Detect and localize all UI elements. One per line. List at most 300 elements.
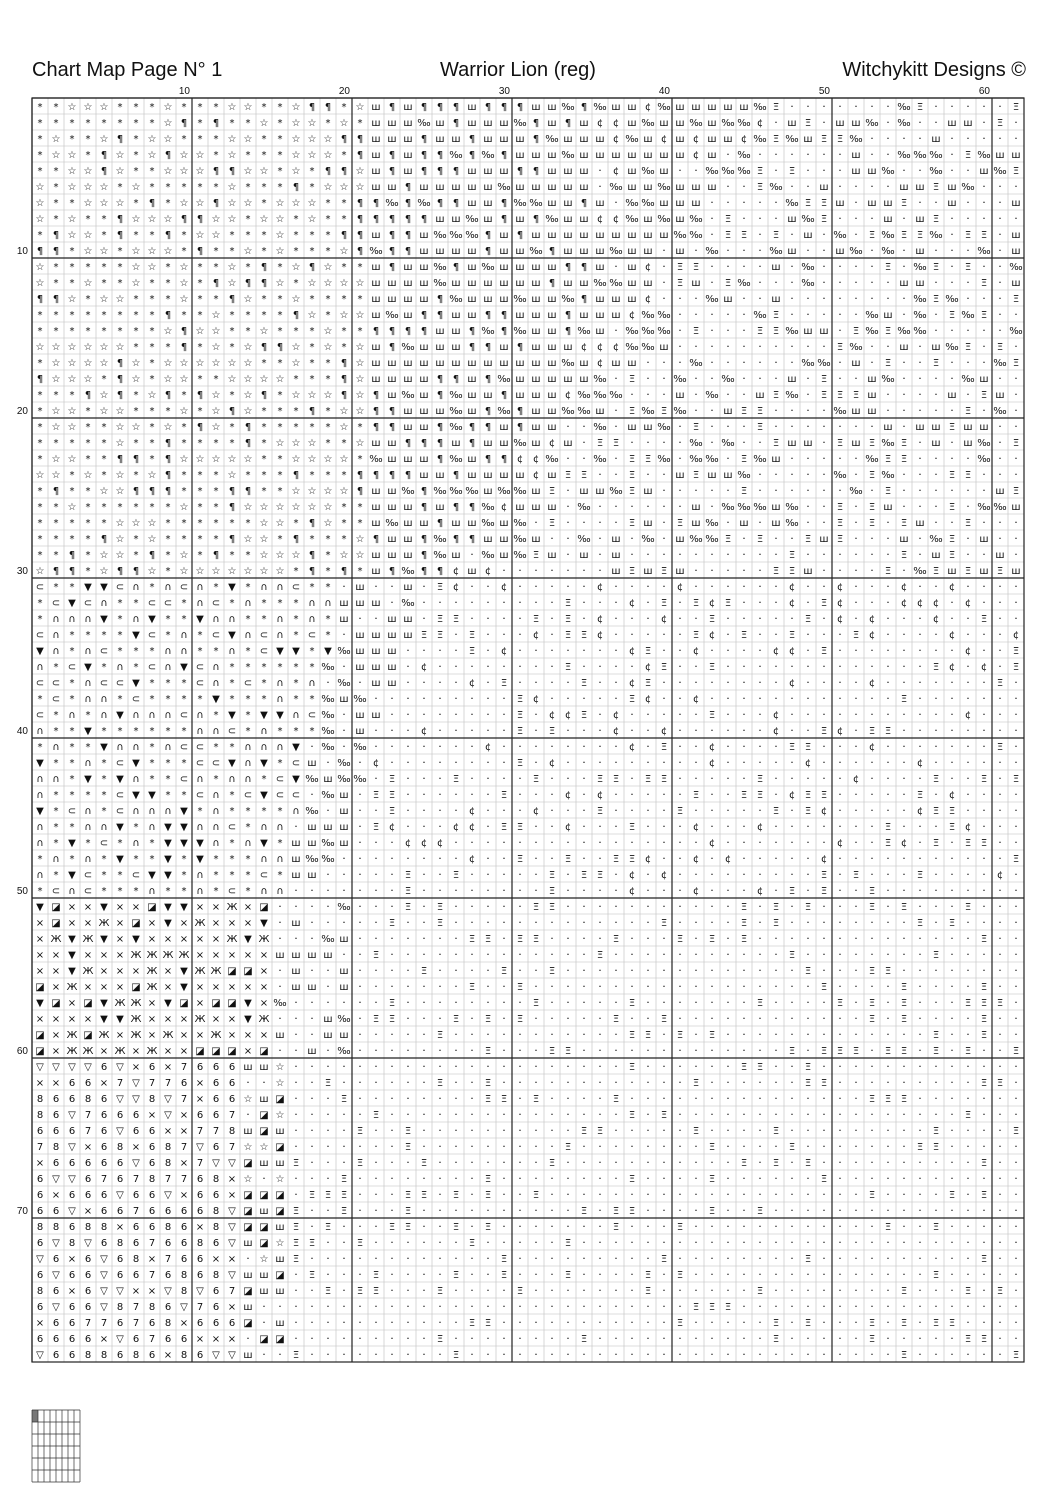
stitch-symbol: ·	[566, 564, 570, 577]
stitch-symbol: ⊂	[147, 630, 157, 641]
stitch-symbol: ·	[838, 884, 842, 897]
stitch-symbol: ·	[870, 820, 874, 833]
stitch-symbol: Ξ	[948, 918, 956, 929]
stitch-symbol: ·	[630, 1284, 634, 1297]
stitch-symbol: *	[165, 886, 171, 897]
stitch-symbol: ·	[566, 1188, 570, 1201]
stitch-symbol: *	[213, 534, 219, 545]
stitch-symbol: ◪	[83, 998, 93, 1009]
stitch-symbol: Ξ	[548, 902, 556, 913]
stitch-symbol: ☆	[243, 1174, 253, 1185]
stitch-symbol: ·	[646, 1108, 650, 1121]
stitch-symbol: ·	[582, 596, 586, 609]
stitch-symbol: ·	[374, 1204, 378, 1217]
stitch-symbol: *	[197, 534, 203, 545]
stitch-symbol: ·	[614, 1140, 618, 1153]
stitch-symbol: ш	[627, 422, 637, 433]
stitch-symbol: ·	[774, 340, 778, 353]
stitch-symbol: ·	[646, 468, 650, 481]
stitch-symbol: ·	[294, 1284, 298, 1297]
stitch-symbol: ·	[886, 612, 890, 625]
stitch-symbol: ·	[518, 996, 522, 1009]
stitch-symbol: *	[277, 390, 283, 401]
stitch-symbol: ·	[374, 836, 378, 849]
stitch-symbol: ·	[662, 692, 666, 705]
stitch-symbol: ·	[870, 916, 874, 929]
stitch-symbol: ¶	[436, 566, 444, 577]
stitch-symbol: *	[101, 502, 107, 513]
stitch-symbol: ¶	[308, 262, 316, 273]
stitch-symbol: ·	[966, 772, 970, 785]
stitch-symbol: ☆	[115, 166, 125, 177]
stitch-symbol: ш	[963, 438, 973, 449]
stitch-symbol: ☆	[67, 454, 77, 465]
stitch-symbol: *	[69, 774, 75, 785]
stitch-symbol: ¶	[500, 198, 508, 209]
stitch-symbol: ⊂	[67, 662, 77, 673]
stitch-symbol: *	[101, 854, 107, 865]
stitch-symbol: ·	[886, 1188, 890, 1201]
stitch-symbol: ш	[499, 422, 509, 433]
stitch-symbol: Ξ	[564, 854, 572, 865]
stitch-symbol: ·	[822, 1156, 826, 1169]
stitch-symbol: ¶	[148, 550, 156, 561]
stitch-symbol: ш	[291, 982, 301, 993]
stitch-symbol: Ξ	[836, 342, 844, 353]
stitch-symbol: *	[149, 774, 155, 785]
stitch-symbol: ·	[966, 452, 970, 465]
stitch-symbol: ·	[838, 1012, 842, 1025]
stitch-symbol: ‰	[849, 246, 863, 257]
stitch-symbol: ∩	[244, 774, 252, 785]
stitch-symbol: ·	[998, 228, 1002, 241]
stitch-symbol: ·	[790, 1172, 794, 1185]
stitch-symbol: ·	[806, 484, 810, 497]
stitch-symbol: 6	[148, 1158, 156, 1169]
stitch-symbol: ¶	[468, 502, 476, 513]
stitch-symbol: ·	[614, 756, 618, 769]
stitch-symbol: Ж	[130, 950, 142, 961]
stitch-symbol: ш	[547, 294, 557, 305]
stitch-symbol: ·	[614, 596, 618, 609]
stitch-symbol: *	[197, 102, 203, 113]
stitch-symbol: ×	[35, 966, 45, 977]
stitch-symbol: ·	[902, 244, 906, 257]
stitch-symbol: *	[37, 502, 43, 513]
stitch-symbol: *	[293, 566, 299, 577]
stitch-symbol: ☆	[339, 422, 349, 433]
stitch-symbol: ·	[854, 996, 858, 1009]
stitch-symbol: ▼	[84, 582, 92, 593]
stitch-symbol: ·	[838, 740, 842, 753]
stitch-symbol: ·	[598, 1092, 602, 1105]
stitch-symbol: Ξ	[564, 614, 572, 625]
stitch-symbol: ‰	[961, 374, 975, 385]
stitch-symbol: ¶	[404, 246, 412, 257]
stitch-symbol: Ξ	[804, 1062, 812, 1073]
stitch-symbol: ш	[579, 486, 589, 497]
stitch-symbol: ·	[726, 1044, 730, 1057]
stitch-symbol: *	[277, 406, 283, 417]
stitch-symbol: ш	[499, 262, 509, 273]
stitch-symbol: ·	[678, 596, 682, 609]
stitch-symbol: ¶	[212, 166, 220, 177]
stitch-symbol: ‰	[497, 374, 511, 385]
stitch-symbol: *	[213, 646, 219, 657]
stitch-symbol: ▼	[292, 742, 300, 753]
stitch-symbol: *	[309, 326, 315, 337]
stitch-symbol: *	[357, 454, 363, 465]
stitch-symbol: ×	[211, 918, 221, 929]
stitch-symbol: ¢	[580, 342, 588, 353]
stitch-symbol: ·	[1014, 900, 1018, 913]
stitch-symbol: ¢	[612, 134, 620, 145]
stitch-symbol: ·	[534, 852, 538, 865]
stitch-symbol: ·	[294, 1076, 298, 1089]
stitch-symbol: Ξ	[628, 406, 636, 417]
stitch-symbol: ·	[918, 900, 922, 913]
stitch-symbol: ·	[454, 996, 458, 1009]
stitch-symbol: Ξ	[548, 726, 556, 737]
stitch-symbol: ¶	[516, 406, 524, 417]
stitch-symbol: ш	[707, 134, 717, 145]
stitch-symbol: ш	[627, 294, 637, 305]
stitch-symbol: 6	[100, 1206, 108, 1217]
stitch-symbol: *	[37, 326, 43, 337]
stitch-symbol: 7	[196, 1158, 204, 1169]
stitch-symbol: ·	[550, 1012, 554, 1025]
stitch-symbol: ▽	[52, 1062, 60, 1073]
stitch-symbol: ш	[595, 134, 605, 145]
stitch-symbol: ‰	[513, 486, 527, 497]
stitch-symbol: ¶	[372, 534, 380, 545]
stitch-symbol: ¢	[436, 838, 444, 849]
stitch-symbol: 6	[132, 1222, 140, 1233]
stitch-symbol: ·	[742, 756, 746, 769]
stitch-symbol: ·	[646, 788, 650, 801]
stitch-symbol: ш	[355, 582, 365, 593]
stitch-symbol: *	[85, 310, 91, 321]
stitch-symbol: ·	[486, 772, 490, 785]
stitch-symbol: Ξ	[404, 1206, 412, 1217]
stitch-symbol: Ξ	[660, 406, 668, 417]
chart-symbols	[35, 100, 1022, 1361]
stitch-symbol: ·	[854, 740, 858, 753]
stitch-symbol: ·	[934, 1332, 938, 1345]
stitch-symbol: ☆	[195, 566, 205, 577]
stitch-symbol: ×	[195, 950, 205, 961]
stitch-symbol: ·	[518, 868, 522, 881]
stitch-symbol: ·	[406, 820, 410, 833]
stitch-symbol: Ξ	[980, 614, 988, 625]
stitch-symbol: ‰	[321, 790, 335, 801]
stitch-symbol: ·	[822, 276, 826, 289]
stitch-symbol: ·	[918, 1220, 922, 1233]
stitch-symbol: *	[277, 358, 283, 369]
stitch-symbol: ·	[486, 1236, 490, 1249]
stitch-symbol: *	[165, 726, 171, 737]
stitch-symbol: ·	[758, 340, 762, 353]
stitch-symbol: Ξ	[420, 630, 428, 641]
stitch-symbol: ‰	[641, 326, 655, 337]
stitch-symbol: ·	[678, 1236, 682, 1249]
stitch-symbol: ·	[902, 164, 906, 177]
stitch-symbol: ∩	[52, 854, 60, 865]
stitch-symbol: ∩	[132, 806, 140, 817]
stitch-symbol: ш	[419, 454, 429, 465]
stitch-symbol: ☆	[163, 374, 173, 385]
stitch-symbol: ☆	[211, 390, 221, 401]
stitch-symbol: ·	[982, 852, 986, 865]
stitch-symbol: ·	[982, 1316, 986, 1329]
stitch-symbol: *	[229, 550, 235, 561]
stitch-symbol: ¶	[452, 102, 460, 113]
stitch-symbol: Ξ	[932, 294, 940, 305]
stitch-symbol: ·	[582, 1140, 586, 1153]
stitch-symbol: ☆	[227, 102, 237, 113]
stitch-symbol: ·	[694, 836, 698, 849]
stitch-symbol: ·	[806, 932, 810, 945]
stitch-symbol: ·	[662, 516, 666, 529]
stitch-symbol: ·	[614, 868, 618, 881]
stitch-symbol: ·	[694, 244, 698, 257]
stitch-symbol: ‰	[449, 454, 463, 465]
stitch-symbol: ·	[758, 1172, 762, 1185]
stitch-symbol: ¢	[836, 838, 844, 849]
stitch-symbol: ·	[710, 964, 714, 977]
stitch-symbol: *	[133, 646, 139, 657]
stitch-symbol: ·	[838, 452, 842, 465]
stitch-symbol: ·	[1014, 372, 1018, 385]
stitch-symbol: ¶	[196, 390, 204, 401]
stitch-symbol: ¶	[228, 406, 236, 417]
stitch-symbol: ∩	[52, 646, 60, 657]
stitch-symbol: ⊂	[147, 662, 157, 673]
stitch-symbol: ·	[902, 1156, 906, 1169]
stitch-symbol: ·	[294, 900, 298, 913]
stitch-symbol: ·	[646, 932, 650, 945]
stitch-symbol: ¶	[52, 230, 60, 241]
stitch-symbol: ·	[822, 1316, 826, 1329]
stitch-symbol: *	[261, 358, 267, 369]
stitch-symbol: ш	[899, 534, 909, 545]
stitch-symbol: Ξ	[932, 838, 940, 849]
stitch-symbol: *	[85, 118, 91, 129]
stitch-symbol: ×	[179, 918, 189, 929]
stitch-symbol: ·	[582, 1156, 586, 1169]
stitch-symbol: ·	[406, 1252, 410, 1265]
stitch-symbol: Ξ	[932, 1126, 940, 1137]
stitch-symbol: ·	[358, 1108, 362, 1121]
stitch-symbol: ш	[435, 358, 445, 369]
stitch-symbol: ·	[822, 964, 826, 977]
stitch-symbol: ·	[630, 932, 634, 945]
stitch-symbol: Ξ	[836, 518, 844, 529]
stitch-symbol: ¶	[452, 470, 460, 481]
stitch-symbol: ¶	[196, 422, 204, 433]
stitch-symbol: ·	[518, 900, 522, 913]
stitch-symbol: ·	[982, 884, 986, 897]
stitch-symbol: ¶	[244, 438, 252, 449]
stitch-symbol: ш	[403, 166, 413, 177]
stitch-symbol: ·	[566, 1252, 570, 1265]
stitch-symbol: Ξ	[692, 598, 700, 609]
stitch-symbol: ∩	[228, 774, 236, 785]
stitch-symbol: ·	[742, 244, 746, 257]
stitch-symbol: ▼	[164, 854, 172, 865]
stitch-symbol: 6	[100, 1158, 108, 1169]
stitch-symbol: ×	[83, 950, 93, 961]
stitch-symbol: ·	[374, 1252, 378, 1265]
stitch-symbol: *	[53, 198, 59, 209]
stitch-symbol: ☆	[323, 518, 333, 529]
stitch-symbol: ·	[502, 1124, 506, 1137]
stitch-symbol: ▽	[52, 1270, 60, 1281]
stitch-symbol: ☆	[179, 358, 189, 369]
stitch-symbol: *	[293, 374, 299, 385]
stitch-symbol: ш	[531, 342, 541, 353]
stitch-symbol: *	[357, 326, 363, 337]
stitch-symbol: ·	[342, 884, 346, 897]
stitch-symbol: ‰	[961, 182, 975, 193]
stitch-symbol: Ξ	[660, 742, 668, 753]
stitch-symbol: *	[213, 486, 219, 497]
stitch-symbol: ×	[227, 1030, 237, 1041]
stitch-symbol: ·	[278, 900, 282, 913]
stitch-symbol: ·	[678, 900, 682, 913]
stitch-symbol: ·	[694, 1060, 698, 1073]
stitch-symbol: ¶	[484, 454, 492, 465]
stitch-symbol: ш	[755, 390, 765, 401]
stitch-symbol: ·	[854, 1252, 858, 1265]
stitch-symbol: ·	[502, 1044, 506, 1057]
stitch-symbol: ·	[390, 596, 394, 609]
stitch-symbol: ·	[726, 1252, 730, 1265]
stitch-symbol: ·	[982, 1220, 986, 1233]
stitch-symbol: ·	[998, 516, 1002, 529]
stitch-symbol: ·	[406, 756, 410, 769]
stitch-symbol: ·	[278, 1300, 282, 1313]
stitch-symbol: Ξ	[932, 1222, 940, 1233]
stitch-symbol: ¢	[900, 838, 908, 849]
stitch-symbol: ·	[438, 1012, 442, 1025]
stitch-symbol: ·	[982, 1284, 986, 1297]
stitch-symbol: ·	[838, 756, 842, 769]
stitch-symbol: Ξ	[868, 902, 876, 913]
stitch-symbol: ¶	[516, 166, 524, 177]
stitch-symbol: ‰	[433, 230, 447, 241]
stitch-symbol: ☆	[147, 390, 157, 401]
stitch-symbol: ·	[982, 100, 986, 113]
stitch-symbol: ·	[774, 1236, 778, 1249]
stitch-symbol: ·	[646, 356, 650, 369]
stitch-symbol: 6	[116, 1270, 124, 1281]
stitch-symbol: ‰	[657, 182, 671, 193]
stitch-symbol: ☆	[227, 262, 237, 273]
stitch-symbol: 8	[36, 1094, 44, 1105]
stitch-symbol: ·	[406, 1028, 410, 1041]
stitch-symbol: ·	[486, 644, 490, 657]
stitch-symbol: ш	[483, 198, 493, 209]
stitch-symbol: *	[69, 246, 75, 257]
stitch-symbol: ш	[387, 502, 397, 513]
stitch-symbol: ·	[982, 740, 986, 753]
stitch-symbol: ▼	[292, 646, 300, 657]
stitch-symbol: ☆	[243, 390, 253, 401]
stitch-symbol: ·	[870, 292, 874, 305]
stitch-symbol: Ξ	[932, 662, 940, 673]
stitch-symbol: ш	[483, 166, 493, 177]
stitch-symbol: ·	[886, 1140, 890, 1153]
stitch-symbol: ·	[854, 580, 858, 593]
stitch-symbol: Ξ	[756, 790, 764, 801]
stitch-symbol: ·	[406, 1108, 410, 1121]
stitch-symbol: ·	[934, 1284, 938, 1297]
stitch-symbol: ·	[838, 804, 842, 817]
stitch-symbol: ‰	[785, 502, 799, 513]
stitch-symbol: ш	[419, 390, 429, 401]
stitch-symbol: ·	[854, 180, 858, 193]
stitch-symbol: ·	[854, 1092, 858, 1105]
stitch-symbol: *	[149, 374, 155, 385]
stitch-symbol: 7	[228, 1110, 236, 1121]
stitch-symbol: ▼	[132, 934, 140, 945]
stitch-symbol: ·	[790, 1268, 794, 1281]
stitch-symbol: Ξ	[740, 1062, 748, 1073]
stitch-symbol: Ξ	[404, 870, 412, 881]
stitch-symbol: ш	[371, 374, 381, 385]
stitch-symbol: ×	[195, 902, 205, 913]
stitch-symbol: ш	[467, 102, 477, 113]
stitch-symbol: ш	[435, 214, 445, 225]
stitch-symbol: ☆	[179, 566, 189, 577]
stitch-symbol: ·	[774, 420, 778, 433]
stitch-symbol: ·	[406, 692, 410, 705]
stitch-symbol: ·	[806, 1012, 810, 1025]
stitch-symbol: ш	[979, 534, 989, 545]
stitch-symbol: 7	[132, 1206, 140, 1217]
stitch-symbol: ·	[470, 1060, 474, 1073]
stitch-symbol: ш	[531, 278, 541, 289]
stitch-symbol: ¶	[388, 422, 396, 433]
stitch-symbol: ·	[806, 1124, 810, 1137]
stitch-symbol: ·	[934, 484, 938, 497]
stitch-symbol: ·	[710, 260, 714, 273]
stitch-symbol: ¶	[420, 150, 428, 161]
stitch-symbol: *	[165, 678, 171, 689]
stitch-symbol: ¶	[116, 358, 124, 369]
stitch-symbol: ·	[806, 1220, 810, 1233]
stitch-symbol: Ξ	[900, 998, 908, 1009]
stitch-symbol: *	[117, 118, 123, 129]
stitch-symbol: Ξ	[388, 1222, 396, 1233]
stitch-symbol: ш	[611, 358, 621, 369]
stitch-symbol: Ξ	[756, 182, 764, 193]
stitch-symbol: Ξ	[756, 406, 764, 417]
stitch-symbol: ·	[646, 1252, 650, 1265]
stitch-symbol: ¶	[532, 166, 540, 177]
stitch-symbol: ·	[454, 1140, 458, 1153]
stitch-symbol: ☆	[211, 214, 221, 225]
stitch-symbol: ·	[582, 1076, 586, 1089]
stitch-symbol: ·	[534, 1060, 538, 1073]
stitch-symbol: ·	[678, 1284, 682, 1297]
stitch-symbol: ·	[758, 932, 762, 945]
stitch-symbol: ·	[614, 740, 618, 753]
stitch-symbol: ¶	[580, 102, 588, 113]
stitch-symbol: ‰	[833, 230, 847, 241]
stitch-symbol: ·	[678, 740, 682, 753]
